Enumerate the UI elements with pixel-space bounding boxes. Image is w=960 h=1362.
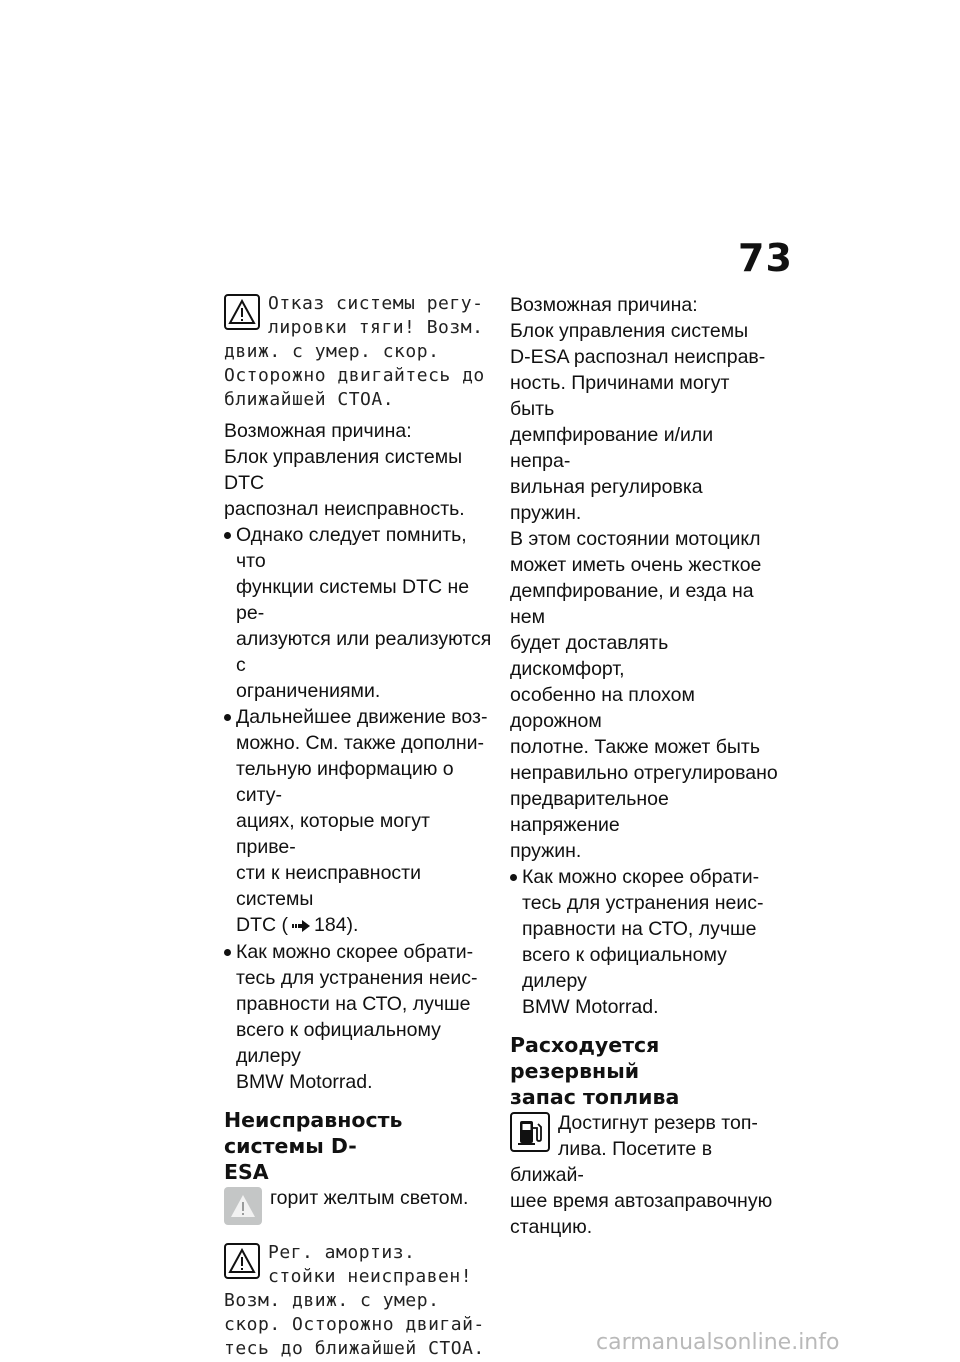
- warning-triangle-icon: [224, 1187, 262, 1225]
- cause-text: Блок управления системы D-ESA распознал неисправ- ность. Причинами могут быть демпфирование и/или непра- вильная регулировка пружин. В этом состоянии мотоцикл может иметь очень жесткое демпфирование, и езда на нем будет доставлять дискомфорт, особенно на плохом дорожном полотне. Также может быть неправильно отрегулировано предварительное напряжение пружин.: [510, 320, 778, 862]
- warning-triangle-icon: [224, 294, 260, 330]
- cause-label: Возможная причина:: [510, 294, 698, 316]
- list-item: Однако следует помнить, что функции системы DTC не ре- ализуются или реализуются с ограничениями.: [224, 522, 492, 704]
- indicator-text: горит желтым светом.: [270, 1186, 469, 1209]
- desa-indicator-row: [224, 1185, 492, 1229]
- reference-page-number[interactable]: 184: [314, 914, 347, 936]
- section-heading: запас топлива: [510, 1085, 680, 1109]
- desa-warning-message: [224, 1241, 492, 1361]
- right-column: [510, 292, 778, 1240]
- warning-line: стойки неисправен!: [268, 1265, 473, 1287]
- warning-triangle-icon: [224, 1243, 260, 1279]
- page-number: 73: [738, 236, 793, 280]
- fuel-pump-icon: [510, 1112, 550, 1152]
- list-item: Дальнейшее движение воз- можно. См. также дополни- тельную информацию о ситу- ациях, которые могут приве- сти к неисправности системы DTC ( 184).: [224, 704, 492, 939]
- watermark: carmanualsonline.info: [596, 1330, 840, 1355]
- warning-line: Отказ системы регу-: [268, 293, 484, 314]
- left-column: [224, 292, 492, 1361]
- desa-advice-list: [510, 864, 778, 1020]
- list-item: Как можно скорее обрати- тесь для устранения неис- правности на СТО, лучше всего к официальному дилеру BMW Motorrad.: [510, 864, 778, 1020]
- warning-line: ближайшей СТОА.: [224, 389, 395, 410]
- cause-text: Блок управления системы DTC: [224, 446, 463, 494]
- section-heading: Неисправность системы D-: [224, 1107, 403, 1158]
- warning-line: движ. с умер. скор.: [224, 341, 440, 362]
- warning-line: лировки тяги! Возм.: [268, 317, 484, 338]
- section-heading: ESA: [224, 1159, 269, 1184]
- dtc-advice-list: [224, 522, 492, 1095]
- reference-arrow-icon: [292, 913, 310, 939]
- page-reference: DTC ( 184).: [236, 912, 492, 939]
- warning-line: скор. Осторожно двигай-: [224, 1313, 485, 1335]
- warning-line: Возм. движ. с умер.: [224, 1289, 440, 1311]
- section-heading: Расходуется резервный: [510, 1033, 660, 1083]
- warning-line: Рег. амортиз.: [268, 1241, 416, 1263]
- list-item: Как можно скорее обрати- тесь для устранения неис- правности на СТО, лучше всего к официальному дилеру BMW Motorrad.: [224, 939, 492, 1095]
- fuel-reserve-message: Достигнут резерв топ- лива. Посетите в ближай- шее время автозаправочную станцию.: [510, 1112, 773, 1238]
- warning-line: тесь до ближайшей СТОА.: [224, 1337, 485, 1359]
- cause-text: распознал неисправность.: [224, 498, 465, 520]
- warning-line: Осторожно двигайтесь до: [224, 365, 485, 386]
- cause-label: Возможная причина:: [224, 420, 412, 442]
- dtc-warning-message: [224, 292, 492, 412]
